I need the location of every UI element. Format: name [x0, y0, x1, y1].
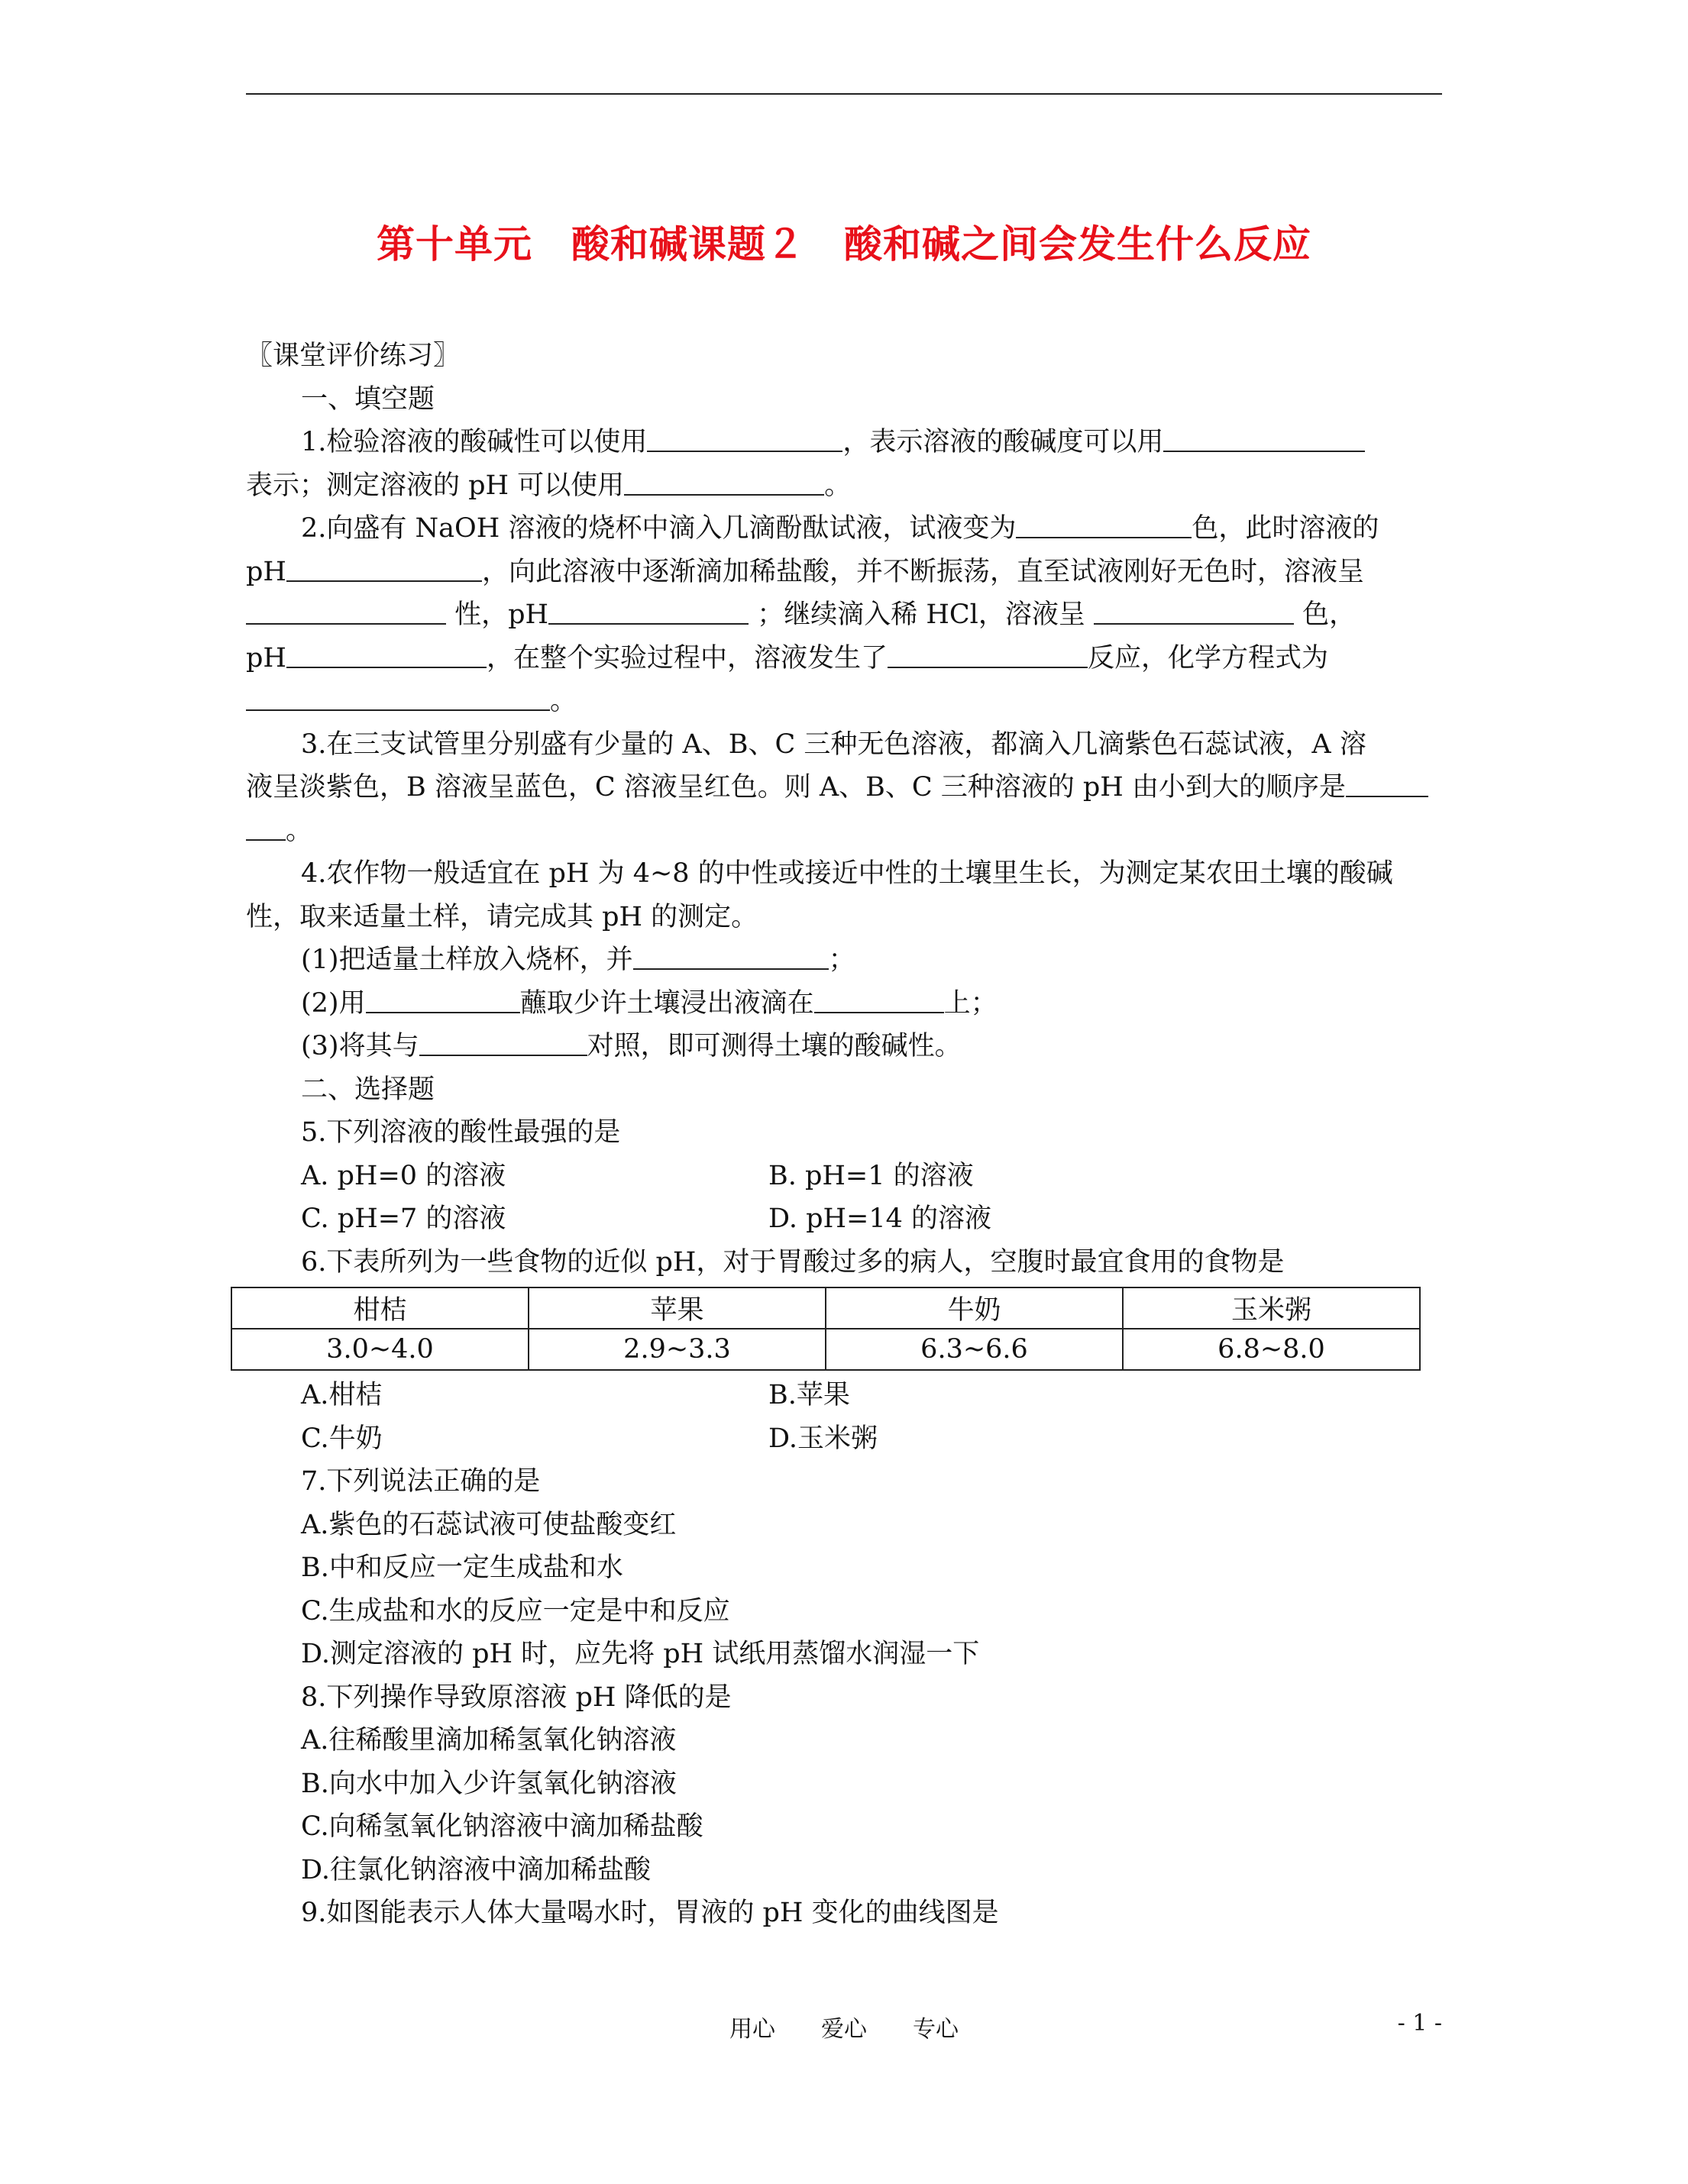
q2-line3: 性，pH ；继续滴入稀 HCl，溶液呈 色， [246, 593, 1442, 637]
q4-line1: 4.农作物一般适宜在 pH 为 4~8 的中性或接近中性的土壤里生长，为测定某农田土壤的酸碱 [301, 858, 1393, 889]
q6-options-cd [246, 1417, 1442, 1461]
table-cell: 2.9~3.3 [529, 1329, 826, 1370]
q2-blank1[interactable] [1016, 509, 1192, 538]
q4-step1: (1)把适量土样放入烧杯，并 ； [246, 939, 1442, 982]
q6-option-a[interactable]: A.柑桔 [301, 1380, 383, 1410]
section-label: 〖课堂评价练习〗 [246, 341, 461, 371]
q5-option-b[interactable]: B. pH=1 的溶液 [768, 1160, 974, 1191]
q1-blank3[interactable] [624, 467, 824, 496]
q8-option-d[interactable]: D.往氯化钠溶液中滴加稀盐酸 [301, 1854, 651, 1885]
q4-step3: (3)将其与 对照，即可测得土壤的酸碱性。 [246, 1025, 1442, 1068]
q5-options-cd [246, 1197, 1442, 1241]
table-cell: 3.0~4.0 [231, 1329, 529, 1370]
q2-blank4[interactable] [548, 596, 749, 625]
q5-options-ab [246, 1155, 1442, 1198]
header-rule [246, 93, 1442, 95]
food-ph-table [231, 1287, 1421, 1371]
q3-line1: 3.在三支试管里分别盛有少量的 A、B、C 三种无色溶液，都滴入几滴紫色石蕊试液，A 溶 [301, 729, 1366, 760]
q6-option-d[interactable]: D.玉米粥 [768, 1423, 878, 1454]
q2-blank2[interactable] [286, 553, 482, 582]
table-row [231, 1287, 1420, 1329]
q4-blank4[interactable] [419, 1027, 587, 1056]
q7-option-b[interactable]: B.中和反应一定生成盐和水 [301, 1552, 623, 1583]
q4-blank2[interactable] [366, 984, 520, 1013]
q5-option-c[interactable]: C. pH=7 的溶液 [301, 1203, 506, 1234]
q8-option-b[interactable]: B.向水中加入少许氢氧化钠溶液 [301, 1768, 677, 1799]
q7-option-a[interactable]: A.紫色的石蕊试液可使盐酸变红 [301, 1509, 677, 1540]
part1-heading: 一、填空题 [301, 383, 435, 415]
q5-option-d[interactable]: D. pH=14 的溶液 [768, 1203, 991, 1234]
q4-blank1[interactable] [633, 941, 829, 970]
table-header-cell: 苹果 [529, 1287, 826, 1329]
q8-stem: 8.下列操作导致原溶液 pH 降低的是 [301, 1682, 732, 1713]
table-header-cell: 牛奶 [826, 1287, 1123, 1329]
q5-option-a[interactable]: A. pH=0 的溶液 [301, 1160, 506, 1191]
table-header-cell: 玉米粥 [1123, 1287, 1420, 1329]
q2-line1: 2.向盛有 NaOH 溶液的烧杯中滴入几滴酚酞试液，试液变为 色，此时溶液的 [246, 507, 1442, 551]
q2-blank7[interactable] [888, 639, 1088, 668]
q6-option-c[interactable]: C.牛奶 [301, 1423, 383, 1454]
q8-option-c[interactable]: C.向稀氢氧化钠溶液中滴加稀盐酸 [301, 1811, 703, 1842]
page-title: 第十单元 酸和碱课题２ 酸和碱之间会发生什么反应 [377, 221, 1311, 267]
table-cell: 6.8~8.0 [1123, 1329, 1420, 1370]
q2-blank3[interactable] [246, 596, 446, 625]
q7-option-c[interactable]: C.生成盐和水的反应一定是中和反应 [301, 1595, 730, 1627]
q6-options-ab [246, 1374, 1442, 1417]
q7-option-d[interactable]: D.测定溶液的 pH 时，应先将 pH 试纸用蒸馏水润湿一下 [301, 1639, 980, 1669]
q1-blank1[interactable] [647, 423, 842, 452]
q3-blank2[interactable] [246, 812, 286, 841]
q3-blank1[interactable] [1346, 768, 1428, 797]
q8-option-a[interactable]: A.往稀酸里滴加稀氢氧化钠溶液 [301, 1725, 677, 1756]
q2-blank8[interactable] [246, 682, 550, 711]
exercise-content [246, 334, 1442, 1935]
q7-stem: 7.下列说法正确的是 [301, 1466, 541, 1497]
q2-blank6[interactable] [286, 639, 487, 668]
q4-blank3[interactable] [814, 984, 944, 1013]
footer-motto: 用心 爱心 专心 [729, 2016, 959, 2043]
q3-line3: 。 [246, 809, 1442, 853]
page-number: - 1 - [1397, 2010, 1442, 2037]
table-cell: 6.3~6.6 [826, 1329, 1123, 1370]
q4-step2: (2)用 蘸取少许土壤浸出液滴在 上； [246, 982, 1442, 1026]
q1-line1: 1.检验溶液的酸碱性可以使用 ，表示溶液的酸碱度可以用 [246, 421, 1442, 464]
table-header-cell: 柑桔 [231, 1287, 529, 1329]
q9-stem: 9.如图能表示人体大量喝水时，胃液的 pH 变化的曲线图是 [301, 1898, 999, 1928]
q1-line2: 表示；测定溶液的 pH 可以使用 。 [246, 464, 1442, 508]
q6-stem: 6.下表所列为一些食物的近似 pH，对于胃酸过多的病人，空腹时最宜食用的食物是 [301, 1246, 1285, 1278]
q2-line4: pH ，在整个实验过程中，溶液发生了 反应，化学方程式为 [246, 637, 1442, 680]
q2-line5: 。 [246, 680, 1442, 723]
q5-stem: 5.下列溶液的酸性最强的是 [301, 1117, 621, 1148]
part2-heading: 二、选择题 [301, 1074, 435, 1105]
table-row [231, 1329, 1420, 1370]
q3-line2: 液呈淡紫色，B 溶液呈蓝色，C 溶液呈红色。则 A、B、C 三种溶液的 pH 由小到大的顺序是 [246, 766, 1442, 809]
q2-blank5[interactable] [1094, 596, 1294, 625]
q6-option-b[interactable]: B.苹果 [768, 1380, 850, 1410]
q1-blank2[interactable] [1163, 423, 1365, 452]
q4-line2: 性，取来适量土样，请完成其 pH 的测定。 [246, 901, 758, 932]
q2-line2: pH ，向此溶液中逐渐滴加稀盐酸，并不断振荡，直至试液刚好无色时，溶液呈 [246, 551, 1442, 594]
